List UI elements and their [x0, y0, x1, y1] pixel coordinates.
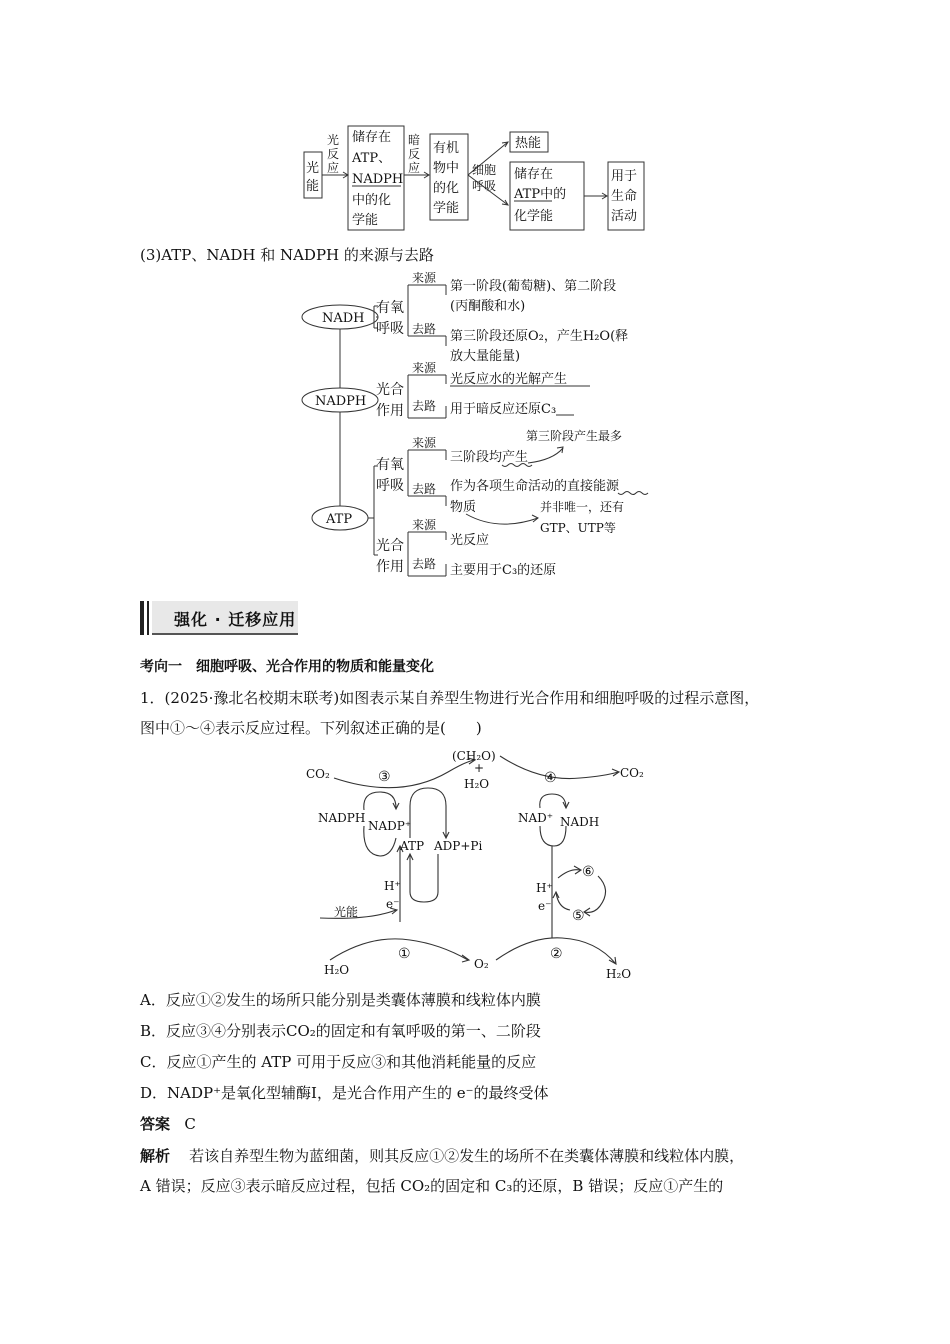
nadh-dest-1: 第三阶段还原O₂，产生H₂O(释	[450, 329, 629, 344]
nadh-source-1: 第一阶段(葡萄糖)、第二阶段	[450, 279, 617, 294]
h2o-left: H₂O	[324, 963, 350, 977]
light-reaction-3: 应	[327, 161, 340, 175]
atp-aer-source-label: 来源	[412, 436, 437, 450]
atp-photo-1: 光合	[376, 538, 404, 554]
light-energy-label: 光能	[334, 905, 359, 919]
nadh-label: NADH	[322, 311, 365, 326]
nadh-dest-2: 放大量能量)	[450, 349, 521, 364]
atp-label: ATP	[326, 512, 353, 527]
cycle-5-label: ⑤	[572, 908, 585, 924]
e-minus-left: e⁻	[386, 897, 400, 911]
nadh-source-label: 来源	[412, 271, 437, 285]
nad-label: NAD⁺	[518, 811, 554, 825]
topic-heading: 考向一 细胞呼吸、光合作用的物质和能量变化	[140, 659, 434, 675]
light-reaction-2: 反	[327, 147, 340, 161]
atp-note-not-only-2: GTP、UTP等	[540, 521, 616, 535]
photosynthesis-respiration-diagram	[300, 742, 660, 984]
energy-flow-diagram	[300, 122, 650, 234]
use-1: 用于	[611, 169, 638, 184]
reaction-2-label: ②	[550, 946, 563, 962]
ch2o-label: (CH₂O)	[452, 749, 496, 763]
reaction-4-label: ④	[544, 770, 557, 786]
question-line-1: 1．(2025·豫北名校期末联考)如图表示某自养型生物进行光合作用和细胞呼吸的过程示意图，	[140, 689, 760, 707]
atp-sources-detail	[298, 270, 668, 585]
dark-reaction-2: 反	[408, 147, 421, 161]
answer-label: 答案	[140, 1115, 171, 1133]
organic-line-4: 学能	[433, 201, 460, 216]
atp-photo-source-label: 来源	[412, 518, 437, 532]
organic-line-2: 物中	[433, 161, 460, 176]
atp-aer-dest-1: 作为各项生命活动的直接能源	[450, 479, 620, 494]
atp-note-not-only-1: 并非唯一，还有	[540, 500, 625, 514]
h2o-right: H₂O	[606, 967, 632, 981]
h-plus-right: H⁺	[536, 881, 553, 895]
reaction-1-label: ①	[398, 946, 411, 962]
atp-aer-dest-label: 去路	[412, 482, 437, 496]
use-2: 生命	[611, 189, 638, 204]
nadh-source-2: (丙酮酸和水)	[450, 299, 526, 314]
atp-photo-dest-label: 去路	[412, 557, 437, 571]
h2o-top: H₂O	[464, 777, 490, 791]
banner-bar-thin	[147, 601, 149, 635]
answer-value: C	[184, 1115, 196, 1133]
h-plus-left: H⁺	[384, 879, 401, 893]
atp-photo-source: 光反应	[450, 533, 490, 548]
nadh-aerobic-1: 有氧	[376, 300, 404, 316]
section-title: 强化 · 迁移应用	[174, 610, 297, 629]
nadph-dest-label: 去路	[412, 399, 437, 413]
dark-reaction-3: 应	[408, 161, 421, 175]
section-banner	[140, 601, 298, 635]
store-line-1: 储存在	[352, 130, 392, 145]
respiration-2: 呼吸	[472, 179, 497, 193]
atp-photo-dest: 主要用于C₃的还原	[450, 563, 557, 578]
nadh-dest-label: 去路	[412, 322, 437, 336]
analysis-label: 解析	[140, 1147, 171, 1165]
adp-label: ADP+Pi	[434, 839, 483, 853]
question-line-2: 图中①～④表示反应过程。下列叙述正确的是( )	[140, 719, 482, 737]
analysis-line-2: A 错误；反应③表示暗反应过程，包括 CO₂的固定和 C₃的还原，B 错误；反应①产生的	[140, 1177, 724, 1195]
heat-text: 热能	[515, 136, 542, 151]
option-c: C．反应①产生的 ATP 可用于反应③和其他消耗能量的反应	[140, 1053, 537, 1071]
atp-note-most: 第三阶段产生最多	[526, 429, 623, 443]
subheading-atp-nadh-nadph: (3)ATP、NADH 和 NADPH 的来源与去路	[140, 246, 434, 264]
nadph-source-label: 来源	[412, 361, 437, 375]
dark-reaction-1: 暗	[408, 133, 421, 147]
organic-line-1: 有机	[433, 141, 460, 156]
nadh-label: NADH	[560, 815, 600, 829]
light-reaction-1: 光	[327, 133, 340, 147]
answer-line	[140, 1113, 196, 1135]
co2-right: CO₂	[620, 766, 644, 780]
option-d: D．NADP⁺是氧化型辅酶Ⅰ，是光合作用产生的 e⁻的最终受体	[140, 1084, 549, 1102]
store-line-5: 学能	[352, 213, 379, 228]
atp-photo-2: 作用	[376, 559, 404, 575]
option-a: A．反应①②发生的场所只能分别是类囊体薄膜和线粒体内膜	[140, 991, 541, 1009]
atp-aerobic-1: 有氧	[376, 457, 404, 473]
atp-store-3: 化学能	[514, 209, 554, 224]
atp-store-2: ATP中的	[514, 187, 567, 202]
co2-left: CO₂	[306, 767, 330, 781]
store-line-2: ATP、	[352, 151, 392, 166]
atp-label: ATP	[400, 839, 425, 853]
nadp-label: NADP⁺	[368, 819, 412, 833]
nadph-source: 光反应水的光解产生	[450, 372, 568, 387]
banner-bar-thick	[140, 601, 144, 635]
light-energy-text-2: 能	[306, 179, 320, 194]
organic-line-3: 的化	[433, 181, 460, 196]
atp-aer-dest-2: 物质	[450, 500, 477, 515]
nadph-photo-2: 作用	[376, 403, 404, 419]
e-minus-right: e⁻	[538, 899, 552, 913]
atp-store-1: 储存在	[514, 167, 554, 182]
use-3: 活动	[611, 209, 638, 224]
nadph-photo-1: 光合	[376, 382, 404, 398]
respiration-1: 细胞	[472, 163, 497, 177]
analysis-line-1	[140, 1145, 744, 1167]
light-energy-text-1: 光	[306, 161, 320, 176]
nadph-label: NADPH	[318, 811, 366, 825]
plus-label: +	[474, 761, 485, 775]
option-b: B．反应③④分别表示CO₂的固定和有氧呼吸的第一、二阶段	[140, 1022, 541, 1040]
nadh-aerobic-2: 呼吸	[376, 321, 404, 337]
atp-aerobic-2: 呼吸	[376, 478, 404, 494]
cycle-6-label: ⑥	[582, 864, 595, 880]
atp-aer-source: 三阶段均产生	[450, 450, 529, 465]
store-line-4: 中的化	[352, 193, 392, 208]
nadph-label: NADPH	[315, 394, 367, 409]
nadph-dest: 用于暗反应还原C₃	[450, 402, 557, 417]
store-line-3: NADPH	[352, 172, 404, 187]
o2-label: O₂	[474, 957, 489, 971]
banner-box	[152, 601, 298, 635]
reaction-3-label: ③	[378, 769, 391, 785]
analysis-text-1: 若该自养型生物为蓝细菌，则其反应①②发生的场所不在类囊体薄膜和线粒体内膜，	[189, 1147, 745, 1165]
